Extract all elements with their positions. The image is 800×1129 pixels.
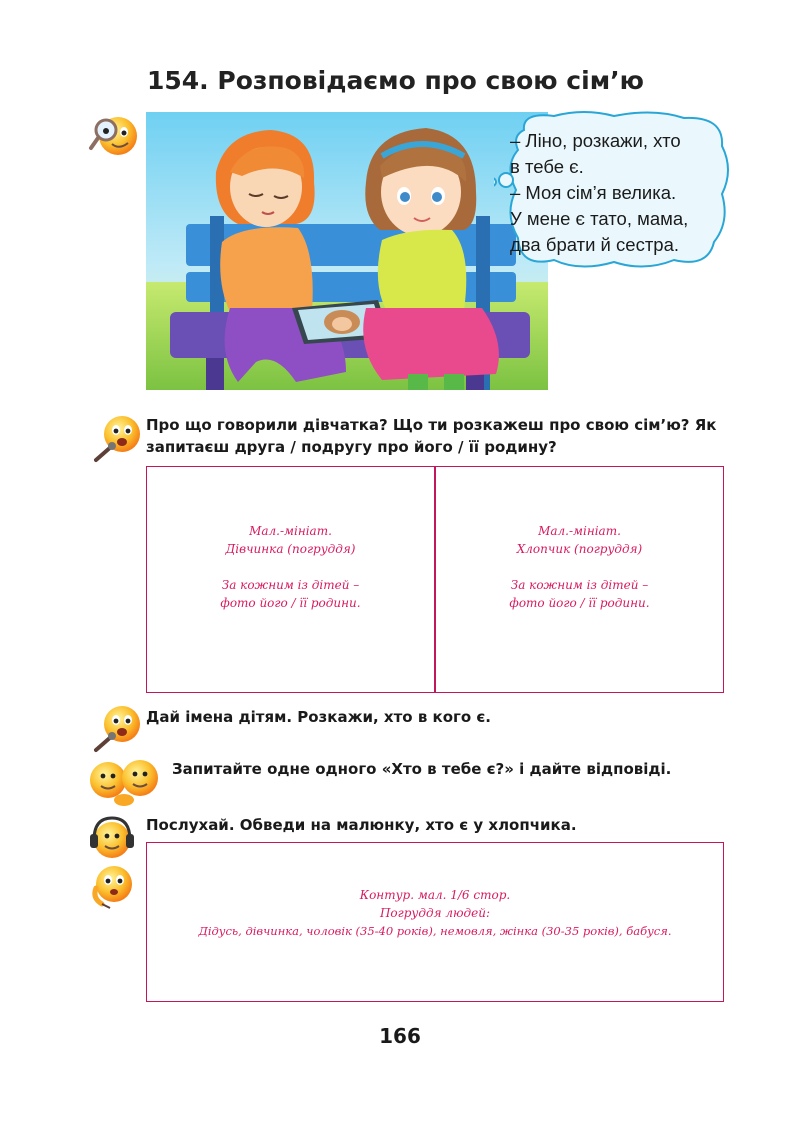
girls-on-bench-illustration [146,112,548,390]
task-4-instruction: Послухай. Обведи на малюнку, хто є у хлопчика. [146,816,577,834]
bubble-line: – Моя сім’я велика. [510,182,677,203]
page-title: 154. Розповідаємо про свою сім’ю [147,66,644,95]
bottom-placeholder-text [146,886,724,940]
bubble-line: – Ліно, розкажи, хто [510,130,681,151]
placeholder-line: фото його / її родини. [220,596,361,610]
placeholder-line: Дівчинка (погруддя) [225,542,356,556]
speech-bubble-text [510,128,732,258]
hand-to-ear-emoji-icon [88,862,138,910]
task-1-line-2: запитаєш друга / подругу про його / її родину? [146,438,557,456]
placeholder-line: За кожним із дітей – [221,578,360,592]
placeholder-line: Хлопчик (погруддя) [516,542,643,556]
placeholder-line: Мал.-мініат. [538,524,621,538]
bubble-line: в тебе є. [510,156,584,177]
placeholder-line: Погруддя людей: [379,906,491,920]
task-3-instruction: Запитайте одне одного «Хто в тебе є?» і дайте відповіді. [172,760,672,778]
placeholder-line: Дідусь, дівчинка, чоловік (35-40 років), немовля, жінка (30-35 років), бабуся. [198,924,672,938]
headphones-emoji-icon [88,812,138,862]
two-emoji-handshake-icon [88,756,166,808]
placeholder-line: фото його / її родини. [509,596,650,610]
placeholder-line: Контур. мал. 1/6 стор. [359,888,511,902]
girl-placeholder [146,522,435,612]
bubble-line: два брати й сестра. [510,234,680,255]
task-1-instruction [146,414,766,458]
bubble-line: У мене є тато, мама, [510,208,689,229]
microphone-emoji-icon [88,702,144,754]
task-2-instruction: Дай імена дітям. Розкажи, хто в кого є. [146,708,491,726]
magnifier-emoji-icon [88,110,140,158]
page-number: 166 [379,1024,421,1048]
boy-placeholder [435,522,724,612]
microphone-emoji-icon [88,412,144,464]
task-1-line-1: Про що говорили дівчатка? Що ти розкажеш про свою сім’ю? Як [146,416,717,434]
placeholder-line: За кожним із дітей – [510,578,649,592]
placeholder-line: Мал.-мініат. [249,524,332,538]
